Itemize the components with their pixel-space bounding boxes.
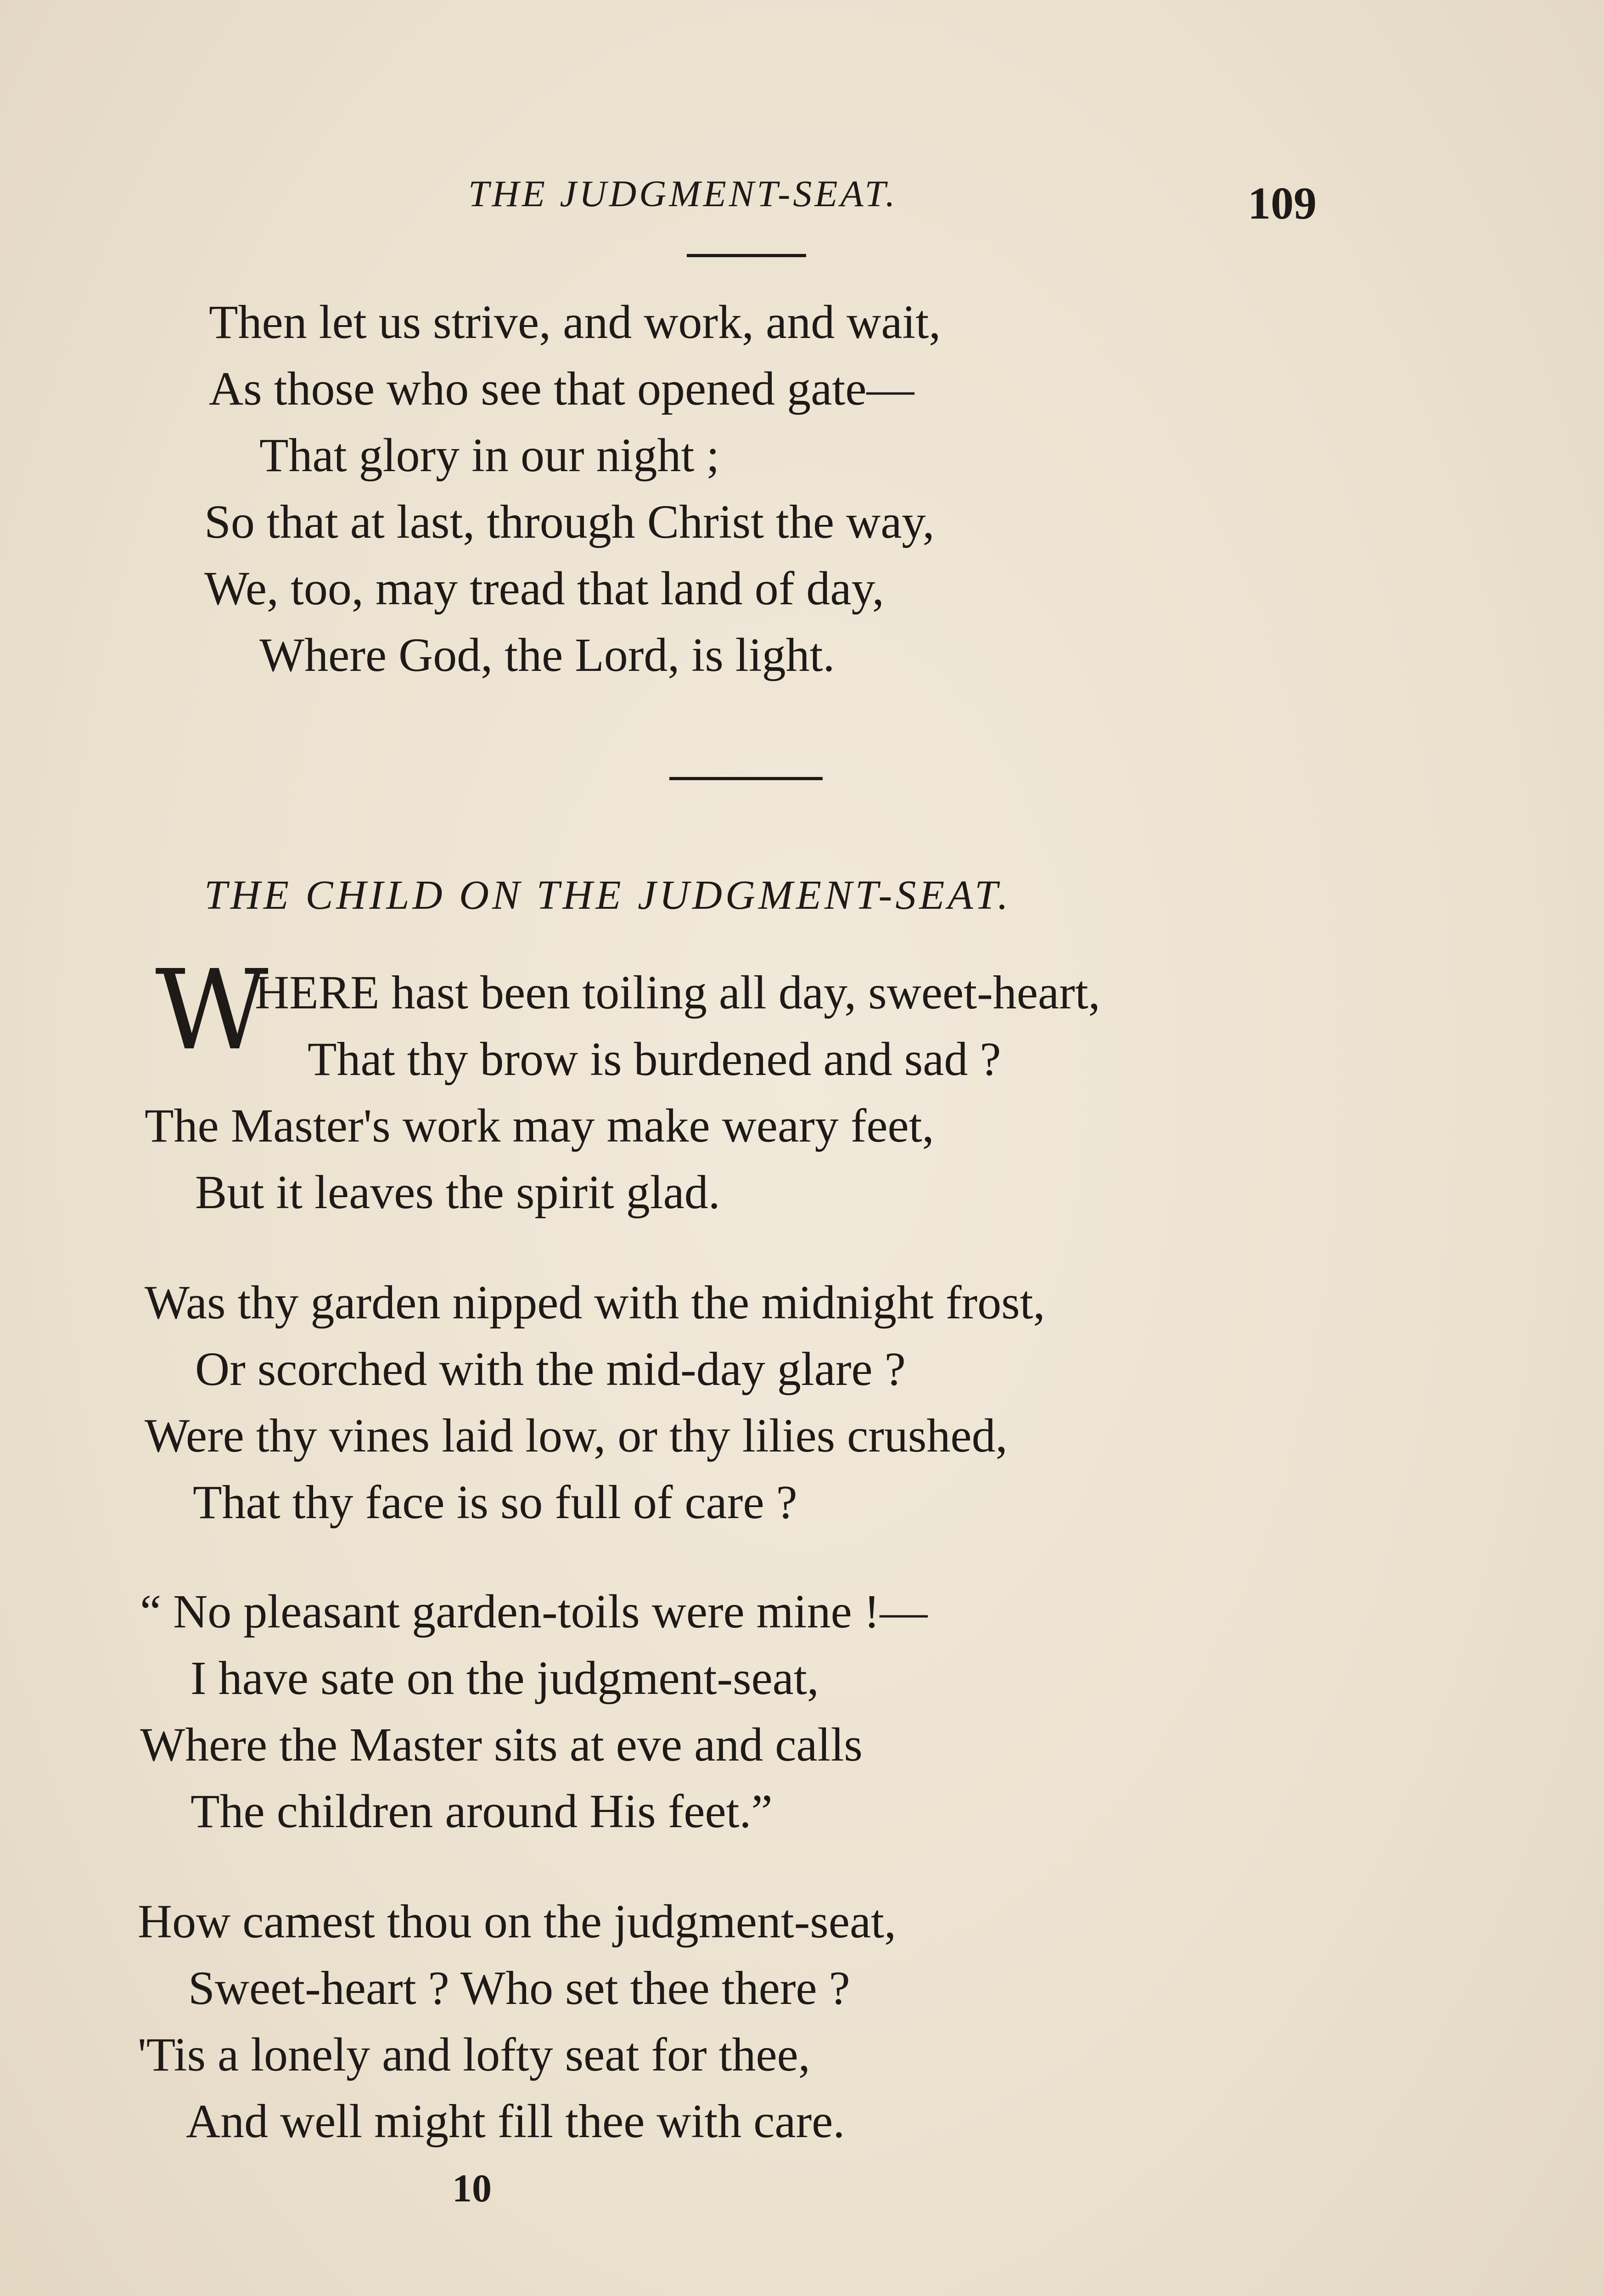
- poem-line: Was thy garden nipped with the midnight frost,: [145, 1276, 1045, 1329]
- poem-line: So that at last, through Christ the way,: [204, 495, 935, 548]
- signature-mark: 10: [452, 2166, 492, 2210]
- poem-line: “ No pleasant garden-toils were mine !—: [140, 1585, 928, 1638]
- section-divider: [669, 777, 823, 780]
- poem-line: How camest thou on the judgment-seat,: [138, 1895, 897, 1948]
- poem-line: Or scorched with the mid-day glare ?: [195, 1343, 906, 1396]
- poem-line: We, too, may tread that land of day,: [204, 562, 884, 615]
- poem-line: HERE hast been toiling all day, sweet-heart,: [255, 966, 1100, 1019]
- poem-line: Sweet-heart ? Who set thee there ?: [188, 1962, 850, 2015]
- poem-line: Were thy vines laid low, or thy lilies crushed,: [145, 1409, 1008, 1462]
- drop-cap: W: [155, 946, 269, 1075]
- poem-line: 'Tis a lonely and lofty seat for thee,: [138, 2028, 810, 2081]
- poem-line: The Master's work may make weary feet,: [145, 1099, 934, 1152]
- poem-title: THE CHILD ON THE JUDGMENT-SEAT.: [204, 872, 1011, 918]
- poem-line: That thy brow is burdened and sad ?: [308, 1033, 1001, 1086]
- header-rule: [687, 254, 806, 257]
- poem-line: The children around His feet.”: [191, 1785, 773, 1838]
- poem-line: That glory in our night ;: [259, 429, 720, 482]
- poem-line: I have sate on the judgment-seat,: [191, 1652, 819, 1705]
- poem-line: But it leaves the spirit glad.: [195, 1166, 720, 1219]
- poem-line: As those who see that opened gate—: [209, 362, 914, 415]
- page-number: 109: [1248, 178, 1317, 229]
- running-title: THE JUDGMENT-SEAT.: [468, 173, 898, 214]
- poem-line: Then let us strive, and work, and wait,: [209, 296, 941, 349]
- poem-line: That thy face is so full of care ?: [193, 1476, 797, 1529]
- poem-line: Where the Master sits at eve and calls: [140, 1718, 863, 1771]
- poem-line: Where God, the Lord, is light.: [259, 629, 835, 681]
- poem-line: And well might fill thee with care.: [186, 2095, 845, 2148]
